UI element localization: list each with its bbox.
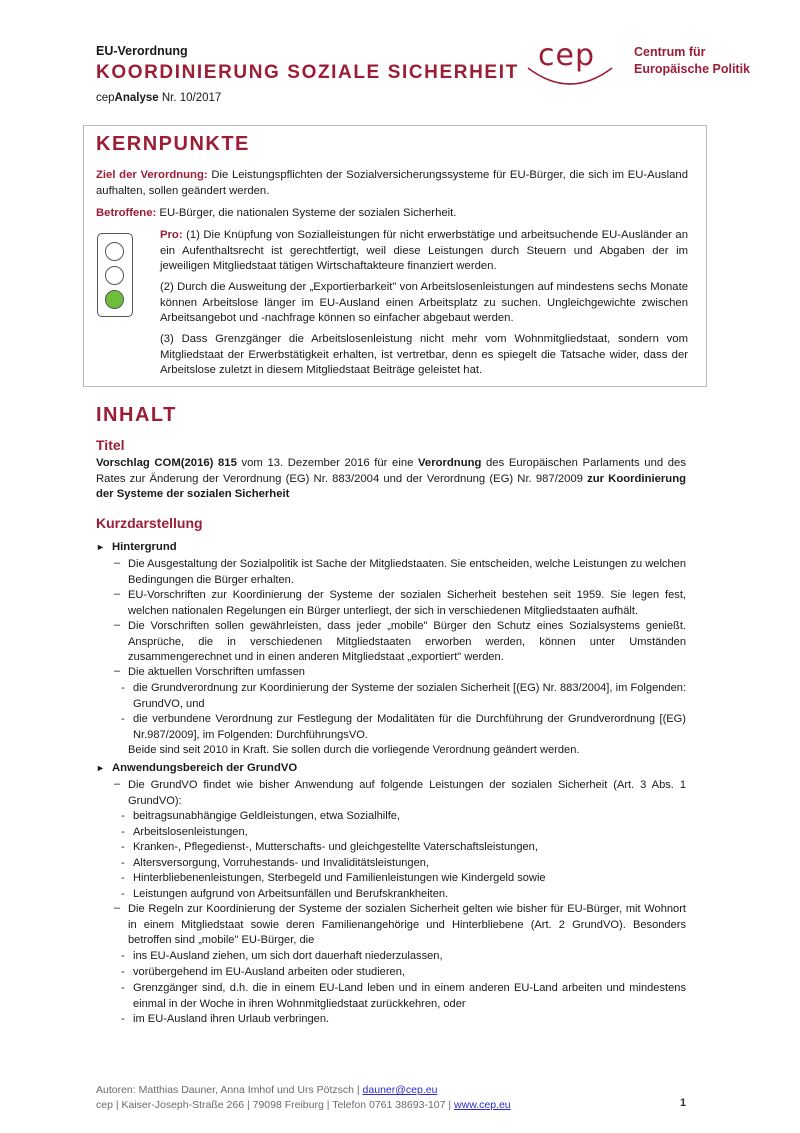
betroffene-paragraph [96,206,688,222]
list-item: beitragsunabhängige Geldleistungen, etwa Sozialhilfe, [133,810,401,822]
sub-dash: - [121,950,125,962]
sub-prefix: cep [96,92,115,104]
pro-paragraph-2: (2) Durch die Ausweitung der „Exportierbarkeit" von Arbeitslosenleistungen auf mindestens sechs Monate können Arbeitslose länger im EU-Ausland einen Arbeitsplatz zu suchen. Ungleichgewichte zwischen Arbeitsangebot und -nachfrage können so einfacher abgebaut werden. [160,281,688,324]
pro-paragraph-1 [160,228,688,275]
footer-address [96,1099,511,1111]
traffic-light-icon [97,233,133,317]
titel-heading: Titel [96,437,125,453]
logo-line-1: Centrum für [634,45,706,59]
hintergrund-item-4: Die aktuellen Vorschriften umfassen [128,666,305,678]
list-item: Altersversorgung, Vorruhestands- und Invaliditätsleistungen, [133,856,430,869]
bullet-arrow-icon: ► [96,542,105,552]
analysis-number [96,92,221,104]
document-kicker: EU-Verordnung [96,44,188,58]
sub-dash: - [121,713,125,725]
list-item: vorübergehend im EU-Ausland arbeiten oder studieren, [133,966,405,978]
list-item: Arbeitslosenleistungen, [133,825,248,838]
list-item: Kranken-, Pflegedienst-, Mutterschafts- und gleichgestellte Vaterschaftsleistungen, [133,841,538,853]
list-item: Grenzgänger sind, d.h. die in einem EU-Land leben und in einem anderen EU-Land arbeiten und mindestens einmal in der Woche in ihren Wohnmitgliedstaat zurückkehren, oder [133,982,686,1010]
dash-marker: – [114,778,121,790]
footer-email-link[interactable]: dauner@cep.eu [362,1084,438,1096]
lamp-top [105,242,124,261]
betroffene-text: EU-Bürger, die nationalen Systeme der sozialen Sicherheit. [156,207,457,219]
list-item: Hinterbliebenenleistungen, Sterbegeld und Familienleistungen wie Kindergeld sowie [133,872,546,884]
hintergrund-closing: Beide sind seit 2010 in Kraft. Sie sollen durch die vorliegende Verordnung geändert werden. [128,744,580,756]
logo-wordmark: cep [538,38,595,73]
kernpunkte-box [83,125,707,387]
page-number: 1 [680,1097,687,1109]
titel-text-2: des Europäischen Parlaments und des Rates zur Änderung der Verordnung (EG) Nr. 883/2004 und der Verordnung (EG) Nr. 987/2009 [96,457,686,485]
anwendung-bullet [96,762,297,774]
anwendung-item-1: Die GrundVO findet wie bisher Anwendung auf folgende Leistungen der sozialen Sicherheit (Art. 3 Abs. 1 GrundVO): [128,779,686,807]
pro-paragraph-3: (3) Dass Grenzgänger die Arbeitslosenleistung nicht mehr vom Wohnmitgliedstaat, sondern vom Mitgliedstaat der Erwerbstätigkeit erhalten, ist vertretbar, denn es spiegelt die Tatsache wider, dass der Arbeitslose zuletzt in diesem Mitgliedstaat Beiträge geleistet hat. [160,333,688,376]
sub-dash: - [121,682,125,694]
hintergrund-item-3: Die Vorschriften sollen gewährleisten, dass jeder „mobile" Bürger den Schutz eines Sozialsystems genießt. Ansprüche, die in verschiedenen Mitgliedstaaten erworben werden, können unter Umständen zusammengerechnet und in einen anderen Mitgliedstaat „exportiert" werden. [128,620,686,663]
sub-bold: Analyse [114,92,159,104]
titel-bold-1: Vorschlag COM(2016) 815 [96,457,237,469]
hintergrund-bullet [96,541,177,553]
ziel-text: Die Leistungspflichten der Sozialversicherungssysteme für EU-Bürger, die sich im EU-Ausland aufhalten, sollen geändert werden. [96,169,688,197]
hintergrund-subitem-2: die verbundene Verordnung zur Festlegung der Modalitäten für die Durchführung der Grundverordnung [(EG) Nr.987/2009], im Folgenden: DurchführungsVO. [133,713,686,741]
dash-marker: – [114,665,121,677]
ziel-label: Ziel der Verordnung: [96,169,208,181]
footer-authors-text: Autoren: Matthias Dauner, Anna Imhof und Urs Pötzsch | [96,1084,363,1096]
lamp-middle [105,266,124,285]
anwendung-title: Anwendungsbereich der GrundVO [112,762,298,774]
cep-logo [522,38,762,86]
dash-marker: – [114,902,121,914]
sub-dash: - [121,966,125,978]
betroffene-label: Betroffene: [96,207,157,219]
logo-text [634,44,750,78]
pro-1-text: (1) Die Knüpfung von Sozialleistungen für nicht erwerbstätige und arbeitsuchende EU-Ausländer an ein Aufenthaltsrecht ist gerechtfertigt, weil diese Leistungen durch Steuern und Abgaben der im jeweiligen Mitgliedstaat tätigen Wirtschaftakteure finanziert werden. [160,229,688,272]
kurzdarstellung-heading: Kurzdarstellung [96,515,203,531]
kernpunkte-heading: KERNPUNKTE [96,133,250,155]
ziel-paragraph [96,168,688,199]
footer-authors [96,1084,437,1096]
document-title: KOORDINIERUNG SOZIALE SICHERHEIT [96,62,519,83]
hintergrund-item-1: Die Ausgestaltung der Sozialpolitik ist Sache der Mitgliedstaaten. Sie entscheiden, welche Leistungen zu welchen Bedingungen die Bürger erhalten. [128,558,686,586]
dash-marker: – [114,557,121,569]
list-item: Leistungen aufgrund von Arbeitsunfällen und Berufskrankheiten. [133,887,449,900]
hintergrund-subitem-1: die Grundverordnung zur Koordinierung der Systeme der sozialen Sicherheit [(EG) Nr. 883/2004], im Folgenden: GrundVO, und [133,682,686,710]
sub-dash: - [121,872,125,884]
titel-paragraph [96,456,686,503]
dash-marker: – [114,588,121,600]
anwendung-item-2: Die Regeln zur Koordinierung der Systeme der sozialen Sicherheit gelten wie bisher für EU-Bürger, mit Wohnort in einem Mitgliedstaat sowie deren Familienangehörige und Hinterbliebene (Art. 2 GrundVO). Besonders betroffen sind „mobile" EU-Bürger, die [128,903,686,946]
titel-bold-3: zur Koordinierung der Systeme der sozialen Sicherheit [96,472,686,500]
list-item: im EU-Ausland ihren Urlaub verbringen. [133,1013,330,1025]
sub-dash: - [121,810,125,822]
sub-dash: - [121,1013,125,1025]
titel-bold-2: Verordnung [418,457,482,469]
list-item: ins EU-Ausland ziehen, um sich dort dauerhaft niederzulassen, [133,950,443,962]
lamp-bottom-green [105,290,124,309]
logo-line-2: Europäische Politik [634,62,751,76]
dash-marker: – [114,619,121,631]
sub-rest: Nr. 10/2017 [158,92,222,104]
sub-dash: - [121,825,125,838]
sub-dash: - [121,856,125,869]
bullet-arrow-icon: ► [96,763,105,773]
pro-label: Pro: [160,229,183,241]
footer-web-link[interactable]: www.cep.eu [454,1099,511,1111]
sub-dash: - [121,887,125,900]
sub-dash: - [121,841,125,853]
titel-text-1: vom 13. Dezember 2016 für eine [236,457,419,469]
hintergrund-title: Hintergrund [112,541,177,553]
inhalt-heading: INHALT [96,404,177,426]
footer-address-text: cep | Kaiser-Joseph-Straße 266 | 79098 Freiburg | Telefon 0761 38693-107 | [96,1099,455,1111]
hintergrund-item-2: EU-Vorschriften zur Koordinierung der Systeme der sozialen Sicherheit bestehen seit 1959. Sie legen fest, welchen nationalen Regelungen ein Bürger unterliegt, der sich in verschiedenen Mitgliedstaaten aufhält. [128,589,686,617]
sub-dash: - [121,982,125,994]
